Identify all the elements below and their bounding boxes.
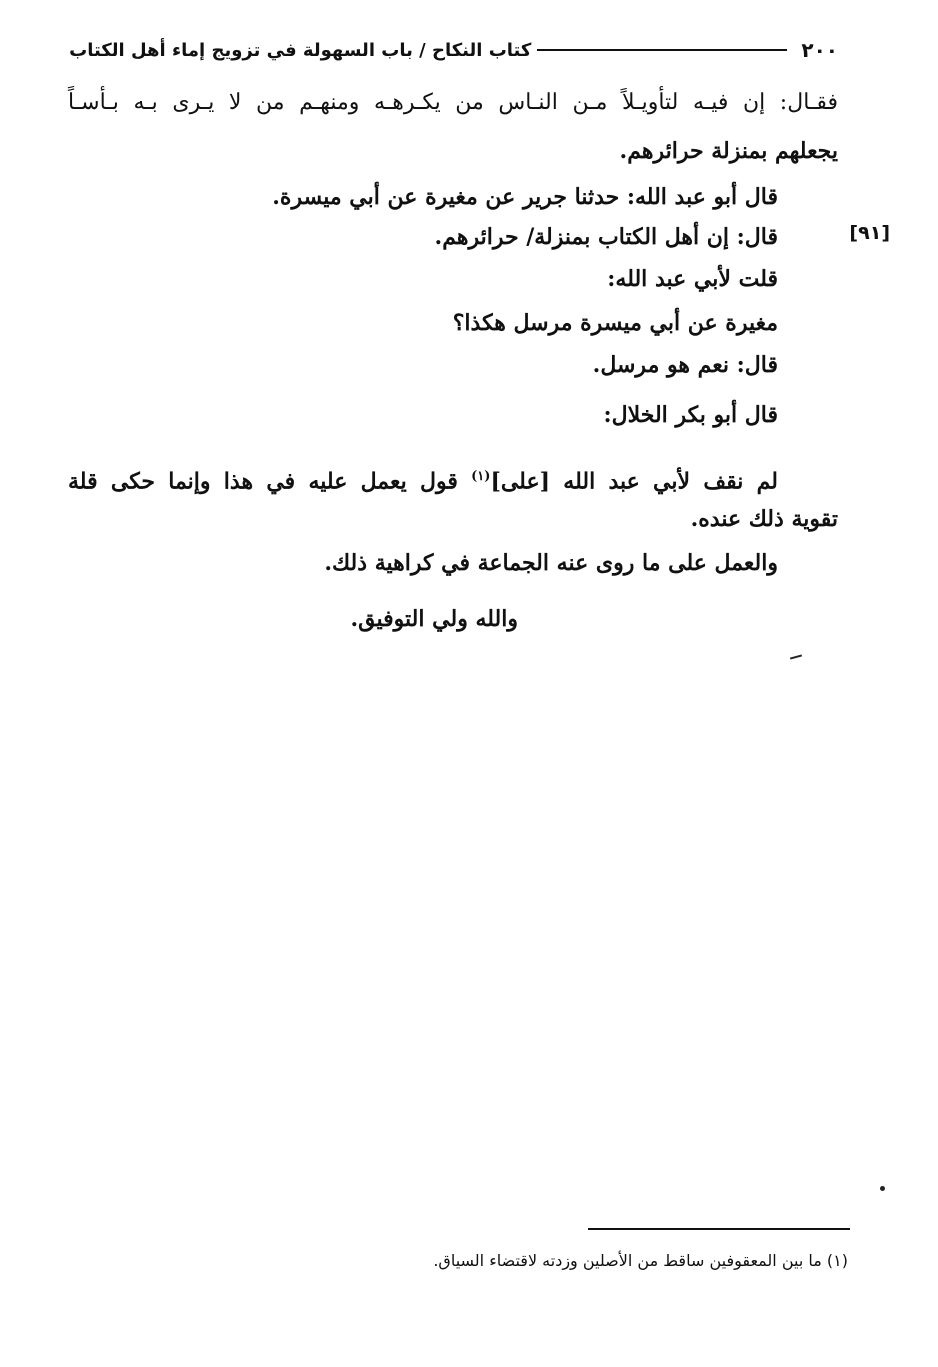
running-title: كتاب النكاح / باب السهولة في تزويج إماء أهل الكتاب [69, 39, 532, 61]
scan-mark [790, 654, 802, 659]
question-intro-line: قلت لأبي عبد الله: [607, 266, 778, 292]
paragraph-8-text-a: لم نقف لأبي عبد الله [على] [490, 468, 778, 495]
paragraph-1-line-1: فقـال: إن فيـه لتأويـلاً مـن النـاس من يكـرهـه ومنهـم من لا يـرى بـه بـأسـاً [68, 90, 838, 115]
footnote-marker: (١) [471, 469, 491, 484]
khallal-heading: قال أبو بكر الخلال: [603, 402, 778, 428]
page-header [68, 30, 838, 70]
answer-line: قال: نعم هو مرسل. [592, 352, 778, 378]
consensus-line: والعمل على ما روى عنه الجماعة في كراهية ذلك. [324, 550, 778, 576]
page-number: ٢٠٠ [801, 38, 838, 62]
question-line: مغيرة عن أبي ميسرة مرسل هكذا؟ [452, 310, 778, 336]
quote-line: قال: إن أهل الكتاب بمنزلة/ حرائرهم. [434, 224, 778, 250]
header-rule [537, 49, 787, 51]
paragraph-8-line-2: تقوية ذلك عنده. [690, 506, 838, 532]
footnote-text: (١) ما بين المعقوفين ساقط من الأصلين وزدته لاقتضاء السياق. [433, 1251, 848, 1270]
paragraph-1-line-2: يجعلهم بمنزلة حرائرهم. [619, 138, 838, 164]
narration-line: قال أبو عبد الله: حدثنا جرير عن مغيرة عن أبي ميسرة. [272, 184, 778, 210]
paragraph-8-text-b: قول يعمل عليه في هذا وإنما حكى قلة [68, 468, 472, 495]
margin-section-number: [٩١] [849, 222, 890, 244]
footnote-rule [588, 1228, 850, 1230]
scan-dot [880, 1186, 885, 1191]
paragraph-8-line-1 [68, 462, 778, 496]
closing-line: والله ولي التوفيق. [350, 606, 518, 632]
